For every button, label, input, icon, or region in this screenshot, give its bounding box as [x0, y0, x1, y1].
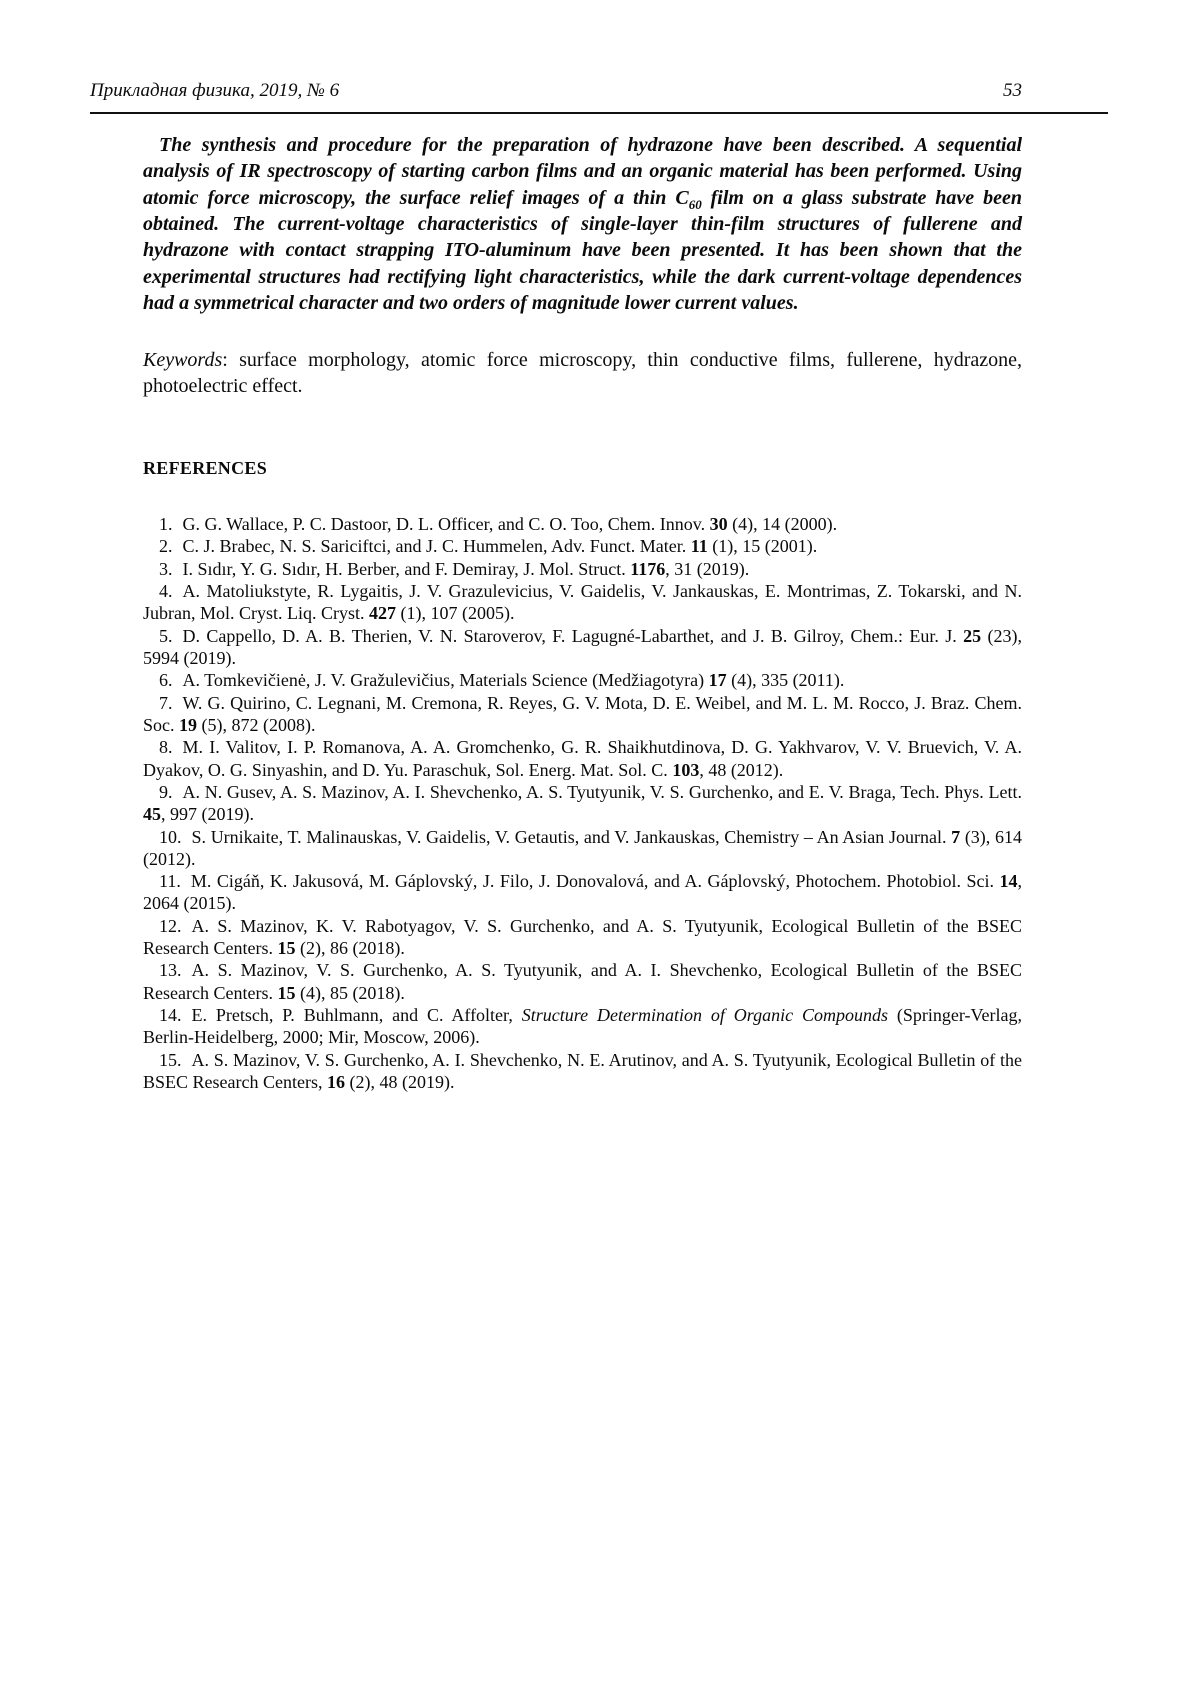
reference-text: A. S. Mazinov, V. S. Gurchenko, A. I. Shevchenko, N. E. Arutinov, and A. S. Tyutyunik, Ecological Bulletin of the BSEC Research Centers, 16 (2), 48 (2019).	[143, 1049, 1022, 1092]
reference-text: M. I. Valitov, I. P. Romanova, A. A. Gromchenko, G. R. Shaikhutdinova, D. G. Yakhvarov, V. V. Bruevich, V. A. Dyakov, O. G. Sinyashin, and D. Yu. Paraschuk, Sol. Energ. Mat. Sol. C. 103, 48 (2012).	[143, 737, 1022, 780]
reference-item	[143, 625, 1022, 670]
reference-item	[143, 558, 1022, 580]
reference-item	[143, 580, 1022, 625]
reference-text: A. Matoliukstyte, R. Lygaitis, J. V. Grazulevicius, V. Gaidelis, V. Jankauskas, E. Montrimas, Z. Tokarski, and N. Jubran, Mol. Cryst. Liq. Cryst. 427 (1), 107 (2005).	[143, 581, 1022, 624]
reference-text: A. Tomkevičienė, J. V. Gražulevičius, Materials Science (Medžiagotyra) 17 (4), 335 (2011).	[182, 670, 845, 691]
reference-text: A. S. Mazinov, V. S. Gurchenko, A. S. Tyutyunik, and A. I. Shevchenko, Ecological Bulletin of the BSEC Research Centers. 15 (4), 85 (2018).	[143, 960, 1022, 1003]
reference-text: G. G. Wallace, P. C. Dastoor, D. L. Officer, and C. O. Too, Chem. Innov. 30 (4), 14 (2000).	[182, 514, 838, 535]
reference-number: 13.	[159, 960, 182, 981]
reference-number: 12.	[159, 915, 182, 936]
reference-item	[143, 535, 1022, 557]
reference-text: E. Pretsch, P. Buhlmann, and C. Affolter, Structure Determination of Organic Compounds (Springer-Verlag, Berlin-Heidelberg, 2000; Mir, Moscow, 2006).	[143, 1005, 1022, 1048]
reference-number: 5.	[159, 625, 173, 646]
abstract-paragraph: The synthesis and procedure for the preparation of hydrazone have been described. A sequential analysis of IR spectroscopy of starting carbon films and an organic material has been performed. Using atomic force microscopy, the surface relief images of a thin $C_{60}$ film on a glass substrate have been obtained. The current-voltage characteristics of single-layer thin-film structures of fullerene and hydrazone with contact strapping ITO-aluminum have been presented. It has been shown that the experimental structures had rectifying light characteristics, while the dark current-voltage dependences had a symmetrical character and two orders of magnitude lower current values.	[143, 133, 1022, 315]
reference-text: D. Cappello, D. A. B. Therien, V. N. Staroverov, F. Lagugné-Labarthet, and J. B. Gilroy, Chem.: Eur. J. 25 (23), 5994 (2019).	[143, 625, 1022, 668]
article-body	[143, 132, 1022, 1093]
reference-item	[143, 669, 1022, 691]
reference-text: I. Sıdır, Y. G. Sıdır, H. Berber, and F. Demiray, J. Mol. Struct. 1176, 31 (2019).	[182, 558, 750, 579]
reference-item	[143, 1049, 1022, 1094]
reference-item	[143, 692, 1022, 737]
reference-item	[143, 1004, 1022, 1049]
reference-number: 14.	[159, 1005, 182, 1025]
reference-number: 8.	[159, 737, 173, 758]
header-rule	[90, 112, 1108, 114]
reference-text: A. N. Gusev, A. S. Mazinov, A. I. Shevchenko, A. S. Tyutyunik, V. S. Gurchenko, and E. V. Braga, Tech. Phys. Lett. 45, 997 (2019).	[143, 781, 1022, 825]
journal-title: Прикладная физика, 2019, № 6	[90, 80, 340, 101]
page-number: 53	[1003, 80, 1022, 101]
reference-item	[143, 915, 1022, 960]
reference-number: 9.	[159, 781, 173, 802]
reference-number: 15.	[159, 1049, 182, 1070]
references-heading: REFERENCES	[143, 458, 268, 479]
reference-number: 2.	[159, 536, 173, 557]
reference-number: 10.	[159, 826, 182, 847]
reference-item	[143, 781, 1022, 826]
reference-number: 11.	[159, 871, 181, 892]
reference-number: 7.	[159, 692, 173, 713]
reference-text: C. J. Brabec, N. S. Sariciftci, and J. C. Hummelen, Adv. Funct. Mater. 11 (1), 15 (2001).	[182, 536, 818, 557]
page-header	[90, 80, 1108, 112]
reference-number: 3.	[159, 558, 173, 579]
reference-item	[143, 736, 1022, 781]
reference-item	[143, 826, 1022, 871]
reference-item	[143, 870, 1022, 915]
reference-number: 4.	[159, 581, 173, 602]
reference-text: M. Cigáň, K. Jakusová, M. Gáplovský, J. Filo, J. Donovalová, and A. Gáplovský, Photochem. Photobiol. Sci. 14, 2064 (2015).	[143, 871, 1022, 914]
reference-text: W. G. Quirino, C. Legnani, M. Cremona, R. Reyes, G. V. Mota, D. E. Weibel, and M. L. M. Rocco, J. Braz. Chem. Soc. 19 (5), 872 (2008).	[143, 692, 1022, 735]
reference-text: S. Urnikaite, T. Malinauskas, V. Gaidelis, V. Getautis, and V. Jankauskas, Chemistry – An Asian Journal. 7 (3), 614 (2012).	[143, 826, 1022, 869]
references-list	[143, 513, 1022, 1093]
reference-item	[143, 959, 1022, 1004]
reference-item	[143, 513, 1022, 535]
keywords-paragraph: Keywords: surface morphology, atomic force microscopy, thin conductive films, fullerene, hydrazone, photoelectric effect.	[143, 348, 1022, 398]
reference-number: 1.	[159, 514, 173, 535]
reference-number: 6.	[159, 670, 173, 691]
reference-text: A. S. Mazinov, K. V. Rabotyagov, V. S. Gurchenko, and A. S. Tyutyunik, Ecological Bulletin of the BSEC Research Centers. 15 (2), 86 (2018).	[143, 915, 1022, 959]
